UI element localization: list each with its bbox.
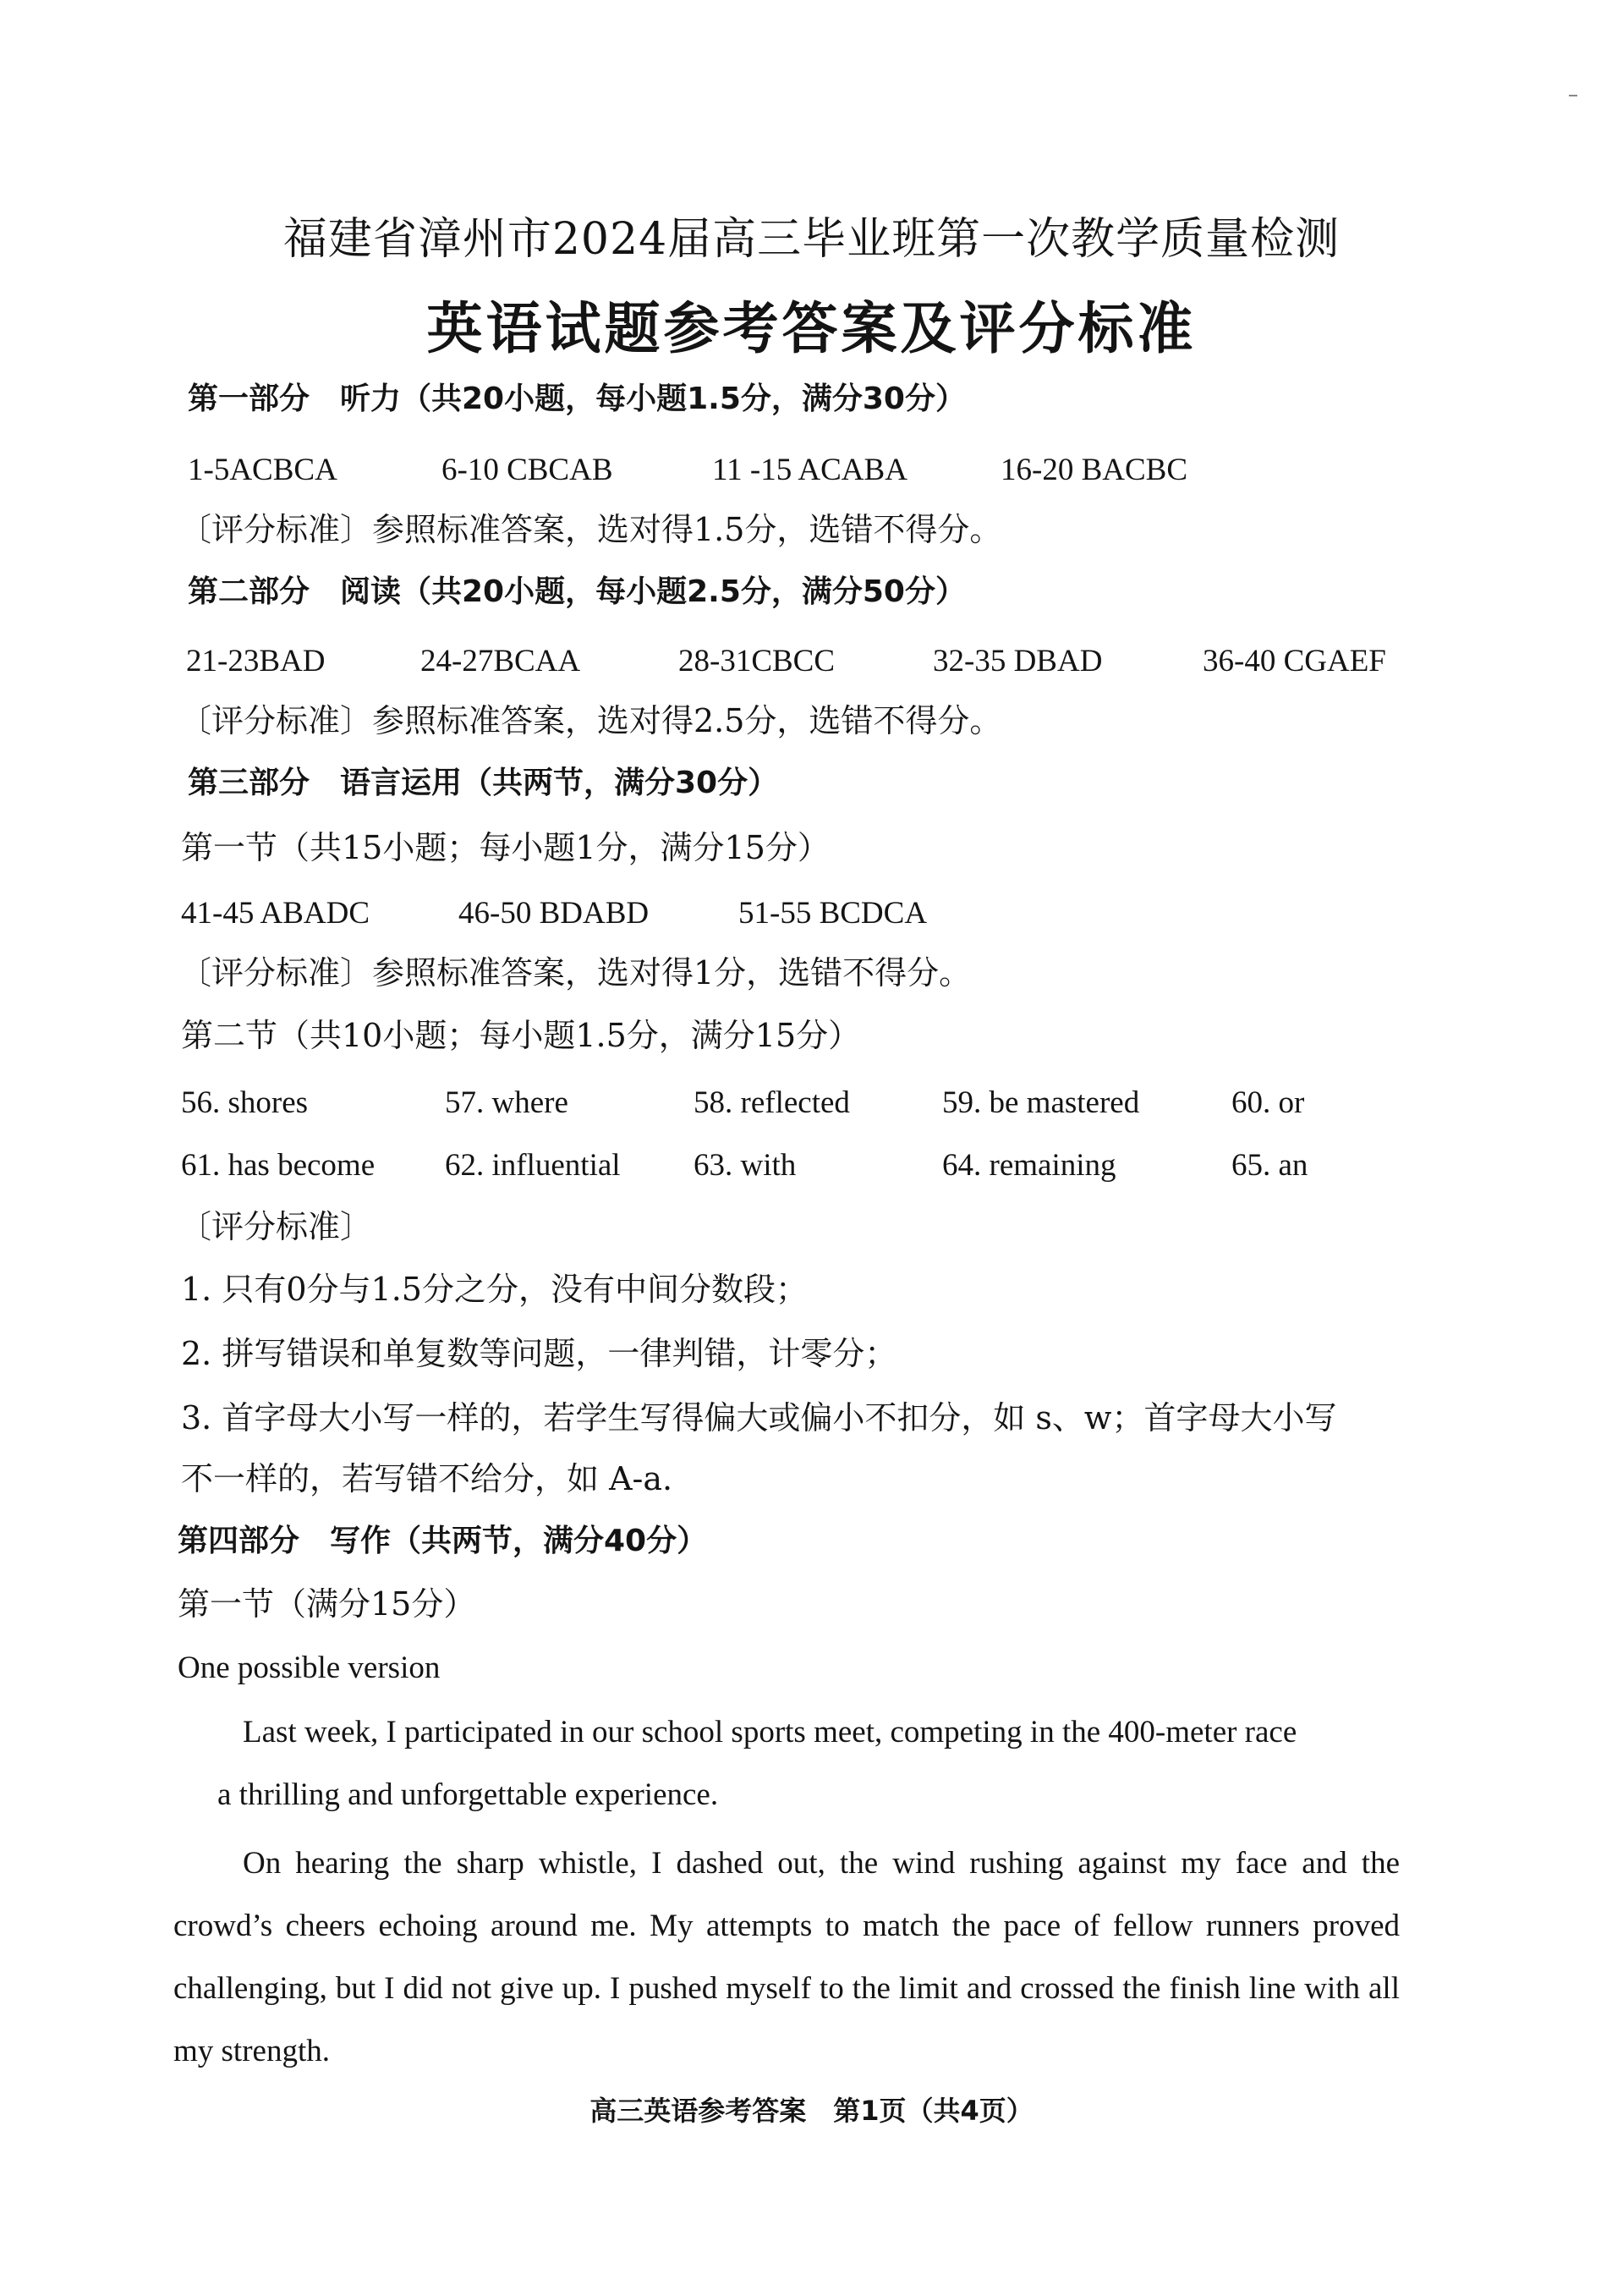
part3-section1-answers [0,895,1623,937]
blank-answer: 56. shores [181,1085,309,1120]
part4-heading: 第四部分 写作（共两节，满分40分） [178,1524,708,1558]
part3-section2-criteria-title: 〔评分标准〕 [179,1208,373,1245]
part3-section2-heading: 第二节（共10小题；每小题1.5分，满分15分） [181,1017,861,1054]
grading-rule: 3. 首字母大小写一样的，若学生写得偏大或偏小不扣分，如 s、w；首字母大小写 [181,1399,1337,1436]
blank-answer: 64. remaining [942,1148,1116,1183]
answer-group: 6-10 CBCAB [441,453,613,487]
scan-mark [1569,95,1577,96]
part3-section1-criteria: 〔评分标准〕参照标准答案，选对得1分，选错不得分。 [179,954,972,991]
answer-group: 1-5ACBCA [188,453,337,487]
document-subtitle: 英语试题参考答案及评分标准 [426,296,1197,361]
part3-heading: 第三部分 语言运用（共两节，满分30分） [188,766,779,800]
part3-section2-row2 [0,1147,1623,1189]
part1-answers [0,452,1623,494]
answer-group: 28-31CBCC [678,644,836,678]
blank-answer: 58. reflected [694,1085,850,1120]
answer-group: 51-55 BCDCA [738,896,928,931]
exam-title: 福建省漳州市2024届高三毕业班第一次教学质量检测 [282,214,1341,265]
part2-heading: 第二部分 阅读（共20小题，每小题2.5分，满分50分） [188,574,966,609]
blank-answer: 61. has become [181,1148,376,1183]
blank-answer: 65. an [1231,1148,1308,1183]
grading-rule: 不一样的，若写错不给分，如 A-a. [181,1460,673,1497]
answer-group: 36-40 CGAEF [1203,644,1386,678]
answer-group: 21-23BAD [186,644,326,678]
essay-paragraph-1-line-1: Last week, I participated in our school sports meet, competing in the 400-meter race [243,1715,1297,1749]
answer-group: 16-20 BACBC [1001,453,1188,487]
part2-criteria: 〔评分标准〕参照标准答案，选对得2.5分，选错不得分。 [179,702,1002,739]
blank-answer: 59. be mastered [942,1085,1140,1120]
answer-group: 46-50 BDABD [458,896,650,931]
part2-answers [0,643,1623,685]
part4-section1-heading: 第一节（满分15分） [178,1585,476,1623]
essay-paragraph-2: On hearing the sharp whistle, I dashed out, the wind rushing against my face and the crowd’s cheers echoing around me. My attempts to match the pace of fellow runners proved challenging, but I did not give up. I pushed myself to the limit and crossed the finish line with all my strength. [173,1846,1400,2068]
part3-section1-heading: 第一节（共15小题；每小题1分，满分15分） [181,829,830,866]
part1-criteria: 〔评分标准〕参照标准答案，选对得1.5分，选错不得分。 [179,511,1002,548]
answer-group: 24-27BCAA [420,644,581,678]
blank-answer: 63. with [694,1148,797,1183]
part3-section2-row1 [0,1085,1623,1127]
page-footer: 高三英语参考答案 第1页（共4页） [589,2095,1034,2127]
blank-answer: 60. or [1231,1085,1305,1120]
essay-paragraph-1-line-2: a thrilling and unforgettable experience. [217,1777,719,1812]
answer-group: 41-45 ABADC [181,896,370,931]
grading-rule: 1. 只有0分与1.5分之分，没有中间分数段； [181,1271,808,1308]
blank-answer: 57. where [445,1085,568,1120]
answer-group: 32-35 DBAD [933,644,1103,678]
answer-group: 11 -15 ACABA [712,453,907,487]
version-label: One possible version [178,1651,441,1685]
part1-heading: 第一部分 听力（共20小题，每小题1.5分，满分30分） [188,382,966,416]
grading-rule: 2. 拼写错误和单复数等问题，一律判错，计零分； [181,1335,897,1372]
blank-answer: 62. influential [445,1148,621,1183]
